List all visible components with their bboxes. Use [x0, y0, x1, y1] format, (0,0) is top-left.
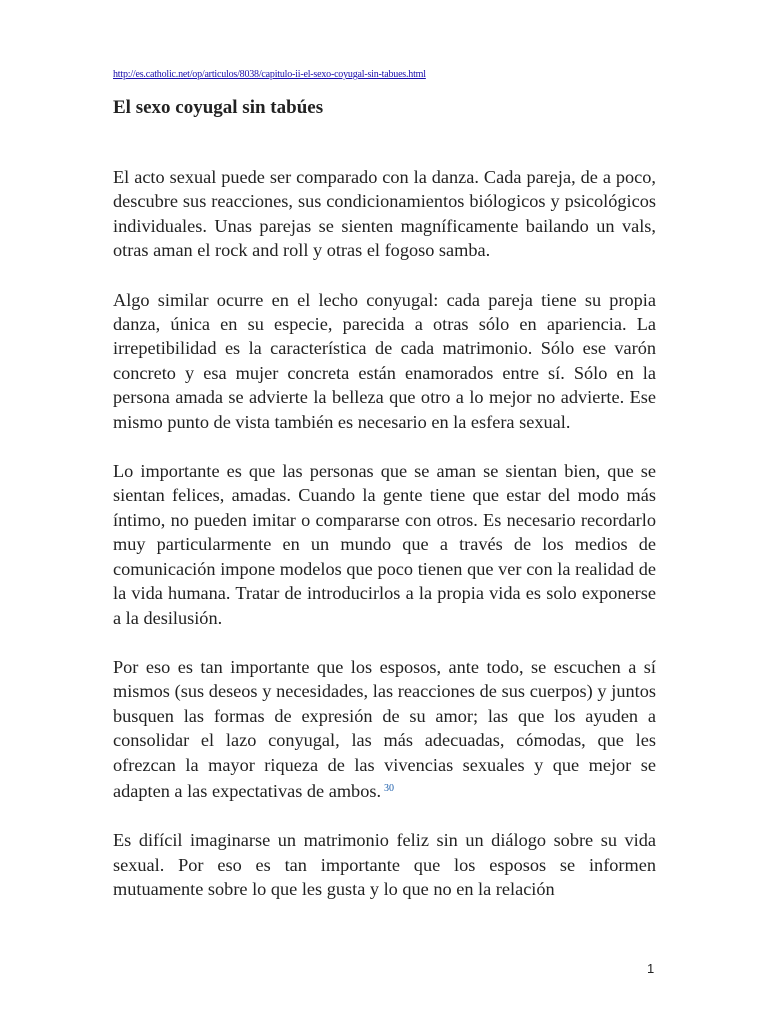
paragraph: Algo similar ocurre en el lecho conyugal: cada pareja tiene su propia danza, única en su especie, parecida a otras sólo en apariencia. La irrepetibilidad es la característica de cada matrimonio. Sólo ese varón concreto y esa mujer concreta están enamorados entre sí. Sólo en la persona amada se advierte la belleza que otro a lo mejor no advierte. Ese mismo punto de vista también es necesario en la esfera sexual.: [113, 289, 656, 432]
page-title: El sexo coyugal sin tabúes: [113, 97, 324, 118]
paragraph: El acto sexual puede ser comparado con la danza. Cada pareja, de a poco, descubre sus reacciones, sus condicionamientos biólogicos y psicológicos individuales. Unas parejas se sienten magníficamente bailando un vals, otras aman el rock and roll y otras el fogoso samba.: [113, 167, 656, 261]
paragraph: Lo importante es que las personas que se aman se sientan bien, que se sientan felices, amadas. Cuando la gente tiene que estar del modo más íntimo, no pueden imitar o compararse con otros. Es necesario recordarlo muy particularmente en un mundo que a través de los medios de comunicación impone modelos que poco tienen que ver con la realidad de la vida humana. Tratar de introducirlos a la propia vida es solo exponerse a la desilusión.: [113, 461, 656, 628]
page-number: 1: [647, 961, 655, 976]
paragraph-text: Por eso es tan importante que los esposos, ante todo, se escuchen a sí mismos (sus deseos y necesidades, las reacciones de sus cuerpos) y juntos busquen las formas de expresión de su amor; las que los ayuden a consolidar el lazo conyugal, las más adecuadas, cómodas, que les ofrezcan la mayor riqueza de las vivencias sexuales y que mejor se adapten a las expectativas de ambos.: [113, 656, 656, 801]
paragraph: Es difícil imaginarse un matrimonio feliz sin un diálogo sobre su vida sexual. Por eso es tan importante que los esposos se informen mutuamente sobre lo que les gusta y lo que no en la relación: [113, 830, 656, 900]
paragraph: [113, 655, 656, 803]
source-link[interactable]: http://es.catholic.net/op/articulos/8038/capitulo-ii-el-sexo-coyugal-sin-tabues.html: [113, 69, 426, 80]
article-body: [113, 165, 656, 927]
footnote-reference[interactable]: 30: [384, 782, 395, 794]
